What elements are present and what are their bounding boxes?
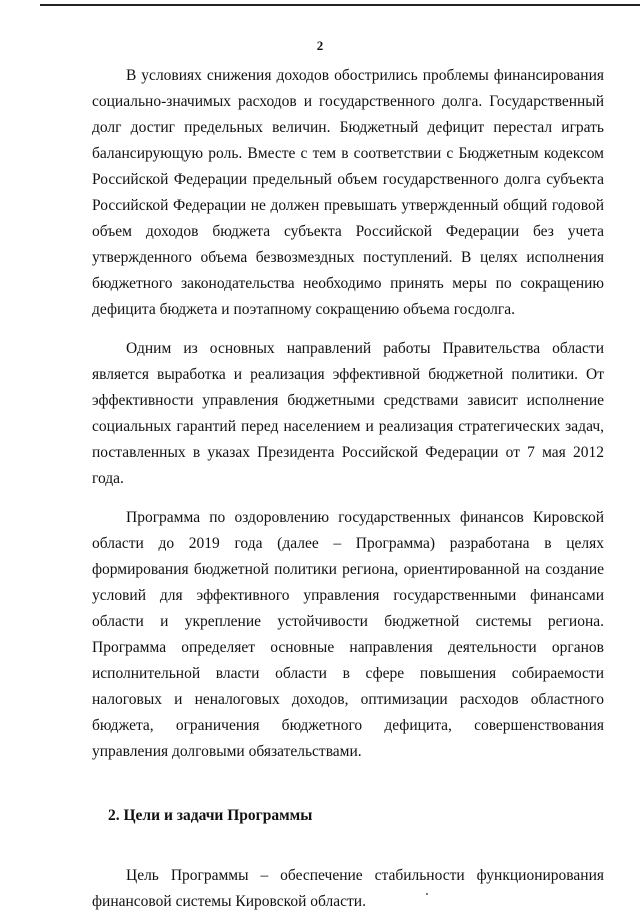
paragraph-program-description: Программа по оздоровлению государственных финансов Кировской области до 2019 года (далее – Программа) разработана в целях формирования бюджетной политики региона, ориентированной на создание условий для эффективного управления государственными финансами области и укрепление устойчивости бюджетной системы региона. Программа определяет основные направления деятельности органов исполнительной власти области в сфере повышения собираемости налоговых и неналоговых доходов, оптимизации расходов областного бюджета, ограничения бюджетного дефицита, совершенствования управления долговыми обязательствами. — [92, 509, 604, 760]
section-heading-goals: 2. Цели и задачи Программы — [108, 807, 313, 824]
page-number: 2 — [316, 38, 324, 53]
paragraph-budget-policy: Одним из основных направлений работы Правительства области является выработка и реализация эффективной бюджетной политики. От эффективности управления бюджетными средствами зависит исполнение социальных гарантий перед населением и реализация стратегических задач, поставленных в указах Президента Российской Федерации от 7 мая 2012 года. — [92, 340, 604, 487]
top-border-line — [40, 4, 640, 6]
document-body — [92, 63, 604, 915]
scan-speck — [426, 893, 428, 895]
paragraph-program-goal: Цель Программы – обеспечение стабильности функционирования финансовой системы Кировской области. — [92, 867, 604, 910]
paragraph-budget-deficit: В условиях снижения доходов обострились проблемы финансирования социально-значимых расходов и государственного долга. Государственный долг достиг предельных величин. Бюджетный дефицит перестал играть балансирующую роль. Вместе с тем в соответствии с Бюджетным кодексом Российской Федерации предельный объем государственного долга субъекта Российской Федерации не должен превышать утвержденный общий годовой объем доходов бюджета субъекта Российской Федерации без учета утвержденного объема безвозмездных поступлений. В целях исполнения бюджетного законодательства необходимо принять меры по сокращению дефицита бюджета и поэтапному сокращению объема госдолга. — [92, 67, 604, 318]
